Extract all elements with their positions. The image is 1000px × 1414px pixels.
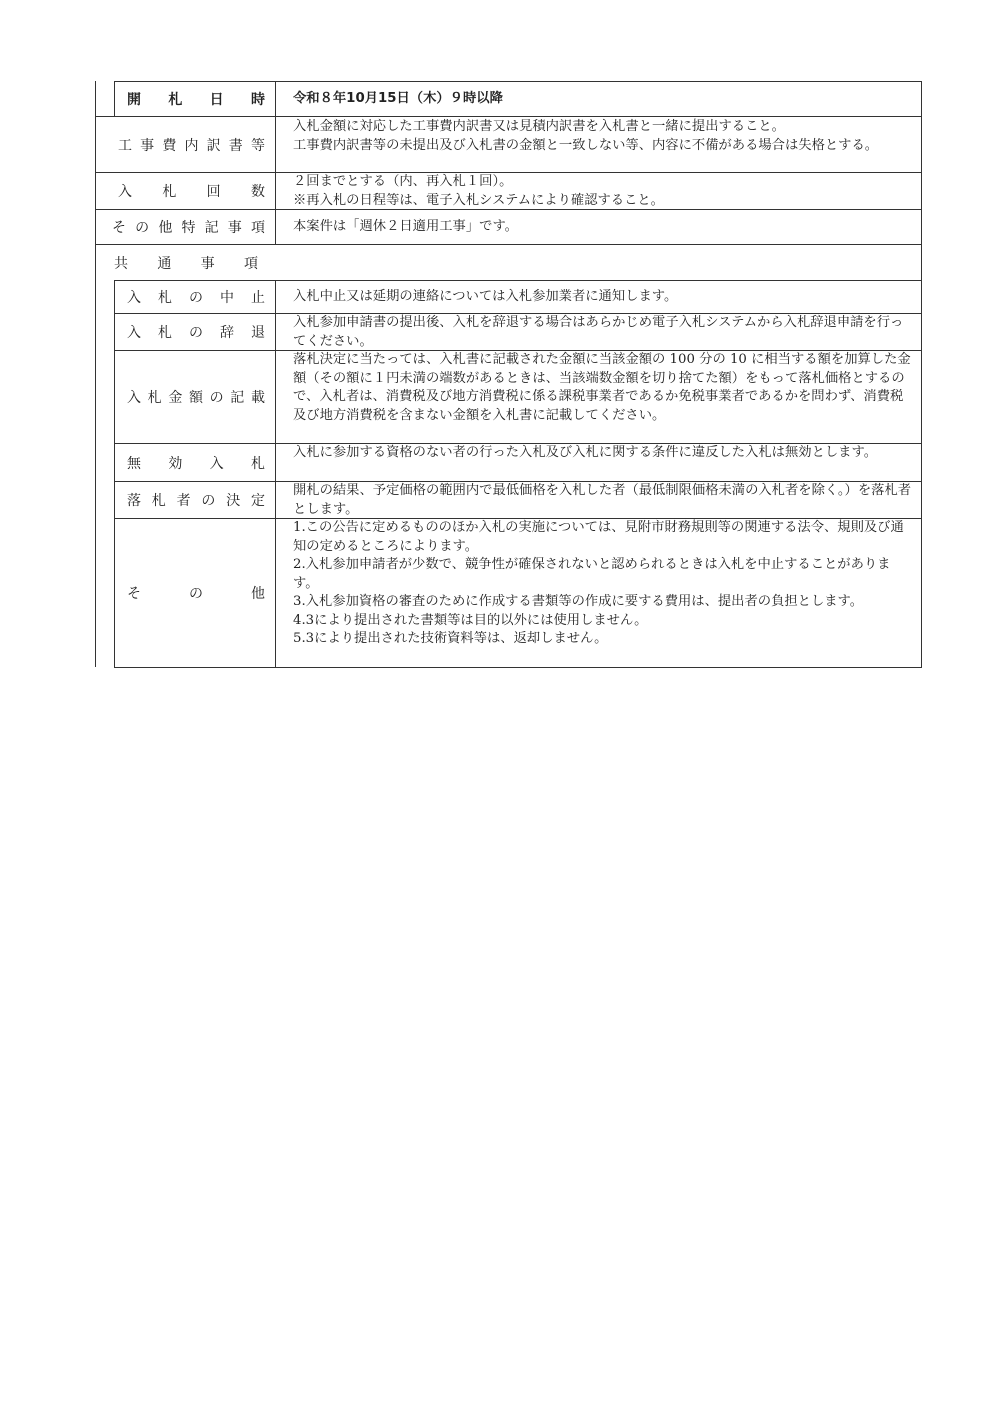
label-char: 無 [127,455,141,472]
label-char: 金 [168,390,183,406]
label-char: 札 [147,390,162,406]
label-char: 落 [127,493,141,509]
label-char: の [189,325,203,341]
label-char: 入 [127,325,141,341]
row-label-nyusatsu-kaisu [96,173,275,209]
row-content-nyusatsu-kaisu: ２回までとする（内、再入札１回）。 ※再入札の日程等は、電子入札システムにより確認すること。 [293,174,664,208]
label-char: そ [112,220,126,236]
label-char: 項 [250,220,265,236]
row-line [114,667,922,668]
label-char: 書 [228,137,243,154]
row-content-rakusatsusha-kettei: 開札の結果、予定価格の範囲内で最低価格を入札した者（最低制限価格未満の入札者を除く。）を落札者とします。 [293,483,912,517]
label-char: の [135,220,150,236]
label-char: 入 [127,390,141,406]
label-char: 時 [250,92,265,108]
row-content-muko-nyusatsu: 入札に参加する資格のない者の行った入札及び入札に関する条件に違反した入札は無効とします。 [293,445,877,460]
row-content-koujihi-uchiwake: 入札金額に対応した工事費内訳書又は見積内訳書を入札書と一緒に提出すること。 工事費内訳書等の未提出及び入札書の金額と一致しない等、内容に不備がある場合は失格とする。 [293,119,879,153]
label-char: 中 [220,290,234,306]
row-label-sonota [115,519,275,667]
label-char: 退 [251,325,265,341]
label-char: 額 [188,390,203,406]
row-content-sonota-tokki: 本案件は「週休２日適用工事」です。 [293,218,518,234]
row-content-nyusatsu-jitai: 入札参加申請書の提出後、入札を辞退する場合はあらかじめ電子入札システムから入札辞退申請を行ってください。 [293,315,904,349]
label-char: そ [127,586,141,602]
label-char: 効 [168,455,183,472]
label-char: 記 [230,390,245,406]
label-char: 事 [200,255,215,272]
row-label-nyusatsu-jitai [115,314,275,350]
row-content-kaisatsu-nichiji: 令和８年10月15日（木）９時以降 [293,90,503,106]
label-char: 札 [151,493,166,509]
label-char: 札 [250,455,265,472]
row-label-koujihi-uchiwake [96,117,275,172]
label-char: 共 [114,255,128,272]
label-char: の [201,493,216,509]
label-char: 等 [250,137,265,154]
row-label-nyusatsu-chushi [115,281,275,313]
row-label-kaisatsu-nichiji [115,82,275,116]
label-char: 他 [251,586,265,602]
label-char: 記 [204,220,219,236]
label-char: 札 [162,184,177,200]
label-char: 訳 [206,137,221,154]
label-char: の [189,290,203,306]
label-char: 載 [250,390,265,406]
label-char: の [189,586,203,602]
label-char: 辞 [220,325,234,341]
label-char: 日 [209,92,224,108]
row-label-sonota-tokki [96,210,275,244]
label-char: 札 [158,290,172,306]
label-char: 工 [118,137,132,154]
label-char: 札 [158,325,172,341]
table-border-right [921,81,922,667]
label-char: 項 [243,255,258,272]
row-label-nyusatsu-kingaku [115,351,275,443]
section-header-kyotsu-jiko [96,245,276,280]
label-char: 内 [184,137,199,154]
row-content-nyusatsu-chushi: 入札中止又は延期の連絡については入札参加業者に通知します。 [293,288,678,304]
label-char: 費 [162,137,177,154]
row-label-rakusatsusha-kettei [115,482,275,518]
row-label-muko-nyusatsu [115,444,275,481]
label-char: 入 [127,290,141,306]
label-char: の [209,390,224,406]
label-char: 特 [181,220,196,236]
label-char: 定 [250,493,265,509]
label-char: 札 [168,92,183,108]
label-char: 入 [118,184,132,200]
label-char: 決 [226,493,241,509]
label-char: 入 [209,455,224,472]
label-char: 通 [157,255,172,272]
row-content-sonota: 1.この公告に定めるもののほか入札の実施については、見附市財務規則等の関連する法令、規則及び通知の定めるところによります。 2.入札参加申請者が少数で、競争性が確保されないと認められるときは入札を中止することがあります。 3.入札参加資格の審査のために作成する書類等の作成に要する費用は、提出者の負担とします。 4.3により提出された書類等は目的以外には使用しません。 5.3により提出された技術資料等は、返却しません。 [293,520,904,646]
label-char: 回 [206,184,221,200]
label-char: 止 [251,290,265,306]
label-char: 開 [127,92,141,108]
label-char: 事 [227,220,242,236]
row-content-nyusatsu-kingaku: 落札決定に当たっては、入札書に記載された金額に当該金額の 100 分の 10 に相当する額を加算した金額（その額に１円未満の端数があるときは、当該端数金額を切り捨てた額）をもって落札価格とするので、入札者は、消費税及び地方消費税に係る課税事業者であるか免税事業者であるかを問わず、消費税及び地方消費税を含まない金額を入札書に記載してください。 [293,352,911,423]
label-char: 事 [140,137,155,154]
label-char: 者 [176,493,191,509]
label-char: 他 [158,220,173,236]
label-char: 数 [250,184,265,200]
